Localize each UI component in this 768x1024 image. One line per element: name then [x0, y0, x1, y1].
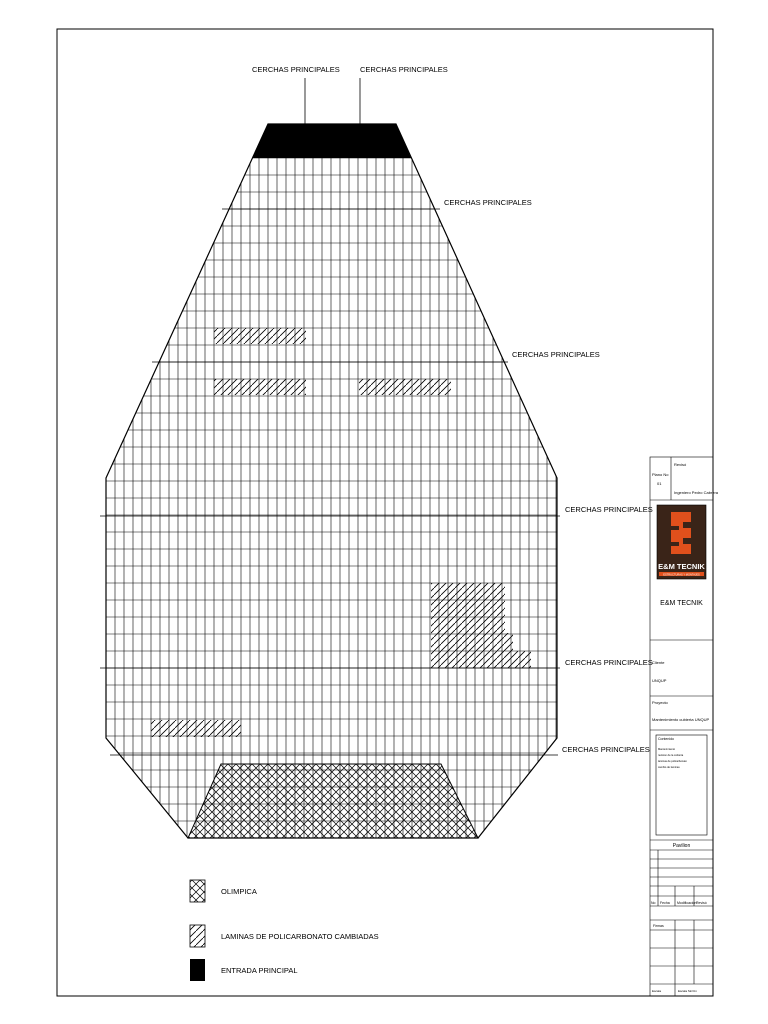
contenido-line: revision de la cubierta: [658, 754, 684, 757]
main-entrance: [252, 124, 411, 158]
cercha-label-1: CERCHAS PRINCIPALES: [444, 198, 532, 207]
fecha-label: Fecha: [660, 901, 670, 905]
olimpica-area: [180, 764, 490, 840]
legend-label-laminas: LAMINAS DE POLICARBONATO CAMBIADAS: [221, 932, 379, 941]
contenido-label: Contenido: [658, 737, 674, 741]
escala-value: Escala Sin/Un: [678, 989, 697, 993]
revisa-name: Ingeniero Pedro Cabrera: [674, 490, 719, 495]
plano-label: Plano No: [652, 472, 669, 477]
contenido-line: laminas de policarbonato: [658, 760, 687, 763]
proyecto-label: Proyecto: [652, 700, 668, 705]
legend: [190, 880, 379, 981]
escala-label: Escala: [652, 989, 662, 993]
proyecto-value: Mantenimiento cubierta UNQUP: [652, 717, 710, 722]
replaced-panels: [151, 328, 531, 737]
cercha-label-top-right: CERCHAS PRINCIPALES: [360, 65, 448, 74]
cliente-value: UNQUP: [652, 678, 667, 683]
legend-label-entrada: ENTRADA PRINCIPAL: [221, 966, 298, 975]
replaced-panel: [359, 379, 451, 395]
company-name: E&M TECNIK: [660, 600, 703, 607]
replaced-panel: [431, 633, 513, 651]
replaced-panel: [431, 583, 505, 633]
legend-label-olimpica: OLIMPICA: [221, 887, 257, 896]
replaced-panel: [214, 379, 306, 395]
replaced-panel: [214, 328, 306, 344]
logo-mark: [671, 512, 691, 554]
legend-swatch-olimpica: [190, 880, 205, 902]
cliente-label: Cliente: [652, 660, 665, 665]
cercha-label-5: CERCHAS PRINCIPALES: [562, 745, 650, 754]
cercha-label-4: CERCHAS PRINCIPALES: [565, 658, 653, 667]
pavilion-label: Pavilion: [672, 843, 691, 849]
company-logo: [657, 505, 706, 579]
rev-label: Revisó: [696, 901, 707, 905]
legend-swatch-laminas: [190, 925, 205, 947]
firmas-label: Firmas: [653, 924, 664, 928]
contenido-line: Mantenimiento: [658, 748, 676, 751]
logo-subtext: ESTRUCTURAS Y MONTAJES: [663, 573, 700, 577]
plano-number: 01: [657, 481, 662, 486]
replaced-panel: [431, 651, 531, 668]
no-label: No: [651, 901, 656, 905]
revisa-label: Revisó: [674, 462, 687, 467]
logo-text: E&M TECNIK: [658, 562, 705, 571]
modificacion-label: Modificacion: [677, 901, 697, 905]
cercha-label-2: CERCHAS PRINCIPALES: [512, 350, 600, 359]
legend-swatch-entrada: [190, 959, 205, 981]
cercha-label-top-left: CERCHAS PRINCIPALES: [252, 65, 340, 74]
contenido-line: cambio de laminas: [658, 766, 680, 769]
cercha-label-3: CERCHAS PRINCIPALES: [565, 505, 653, 514]
replaced-panel: [151, 720, 241, 737]
